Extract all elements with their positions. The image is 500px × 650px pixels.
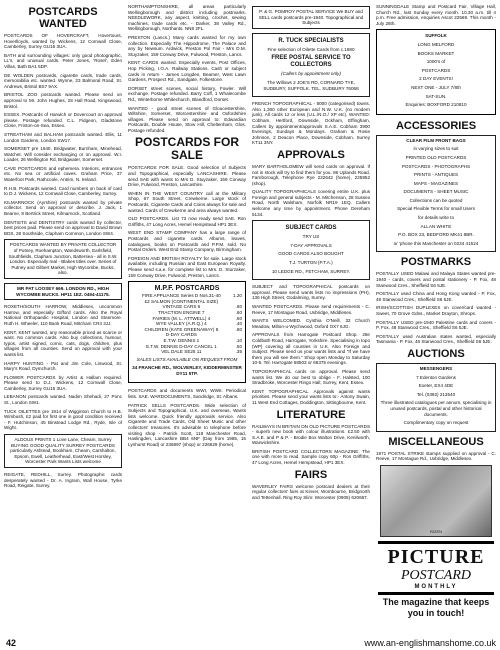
website-url: www.an-englishmanshome.co.uk <box>364 638 496 648</box>
ad-box-pomroy: P. & G. POMROY POSTAL SERVICE We BUY and SELL cards postcards pre-1940. Topographical and Subjects <box>252 6 370 29</box>
price-item: E.T.W. DENNIS D-DAY CANCEL 1 <box>146 343 217 349</box>
classified-ad: 1971 POSTAL STRIKE stamps supplied on approval - C. Reeve, 17 Montague Rd., Uxbridge, Middlesex. <box>376 450 496 462</box>
classified-ad: KILMARNOCK (Ayrshire) postcards wanted by private collector. Send on approval or describe. J. Jack, 1 Bearne, 8 Bertrick Street, Kilmarnock, Scotland. <box>4 199 122 217</box>
box-line: in varying sizes to suit <box>413 146 459 152</box>
ad-box-long-melford <box>376 29 496 114</box>
price-value: .60 <box>235 309 242 315</box>
ads-list-fairs <box>252 484 370 501</box>
price-value: .10 <box>235 337 242 343</box>
classified-ad: LEBANON postcards wanted. Nadim Shehadi, 27 Ponc St., London SW1. <box>4 394 122 406</box>
classified-ad: APPROVALS from Harrogate Postcard Shop. 28e Coldbath Road, Harrogate, Yorkshire. Specialising in topo (WP) covering all counties in U.K. Also Foreign and Subject. Please send us your wants lists and "If we have them you will see them." Shop open Monday to Saturday 10-5. Tel. Harrogate 58503 or 66375 evenings. <box>252 332 370 366</box>
classified-ad: POSTCARDS and documents WWI, WWII. Periodical lists. SAE. WARDOCUMENTS, Sandridge, St. Albans. <box>128 388 246 400</box>
classified-ad: KENT CARDS wanted. Especially events, Post Offices, Hop Picking, I.O.A. Railway Stations. Cash or subject cards in return - James Longden, Beamer, West Lawn Gardens, Prospect Rd., Sandgate, Folkestone. <box>128 60 246 83</box>
price-value: .50 <box>235 343 242 349</box>
box-line: GOOD CARDS ALSO BOUGHT <box>278 251 344 257</box>
classified-ad: OLD POSTCARDS. List 73 now ready send SAE. Ron Griffiths, 47 Long Acres, Hemel Hempstead HP1 3EX. <box>128 216 246 227</box>
classified-ad: STREATHAM and BALHAM postcards wanted. Ellis, 11 London Gardens, London SW17. <box>4 131 122 143</box>
free-postal-address: The Willows 2 JOE'S RD, CORNARD TYE, SUDBURY, SUFFOLK. TEL. SUDBURY 76068 <box>263 79 359 91</box>
classified-ad: FRENCH TOPOGRAPHICAL - 8000 (categorised) towns. Also 1,300 other European and N.W. U.K. (no modern junk). All cards 12 or less (U.L./N.O./ XP etc). WANTED: Cobham, Hertford, Downside, Ockham, Effingham, Callers by appointment/approvals S.A.E. Cobham 3900 Evenings, Sundays & Mondays. Graham & Rosie Johnson, 2 Deacon Place, Downside, Cobham, Surrey KT11 3NY. <box>252 101 370 146</box>
box-line: Tel. (0392) 213540 <box>416 391 456 397</box>
section-heading-postmarks: POSTMARKS <box>400 256 472 269</box>
box-line: SUFFOLK <box>425 33 447 39</box>
box-line: Exeter, EX4 4DE <box>418 383 454 389</box>
ads-list-wanted <box>4 33 122 236</box>
classified-ad: QUALITY TOPOGRAPHICALS covering entire U.K. plus Foreign and general subjects - M. Mitchenson, 28 Sussex Road, North Walsham, Norfolk NR19 1EQ. Callers welcome any time by appointment. Phone Dereham 5134. <box>252 189 370 217</box>
classified-ad: WHEN IN THE WEST COUNTRY call at the Military Shop, 67 South Street, Crewkerne. Large stock of Postcards, Cigarette Cards and Coins always for sale and wanted. Cards of Crewkerne and area always wanted. <box>128 190 246 213</box>
box-line: MAPS - MAGAZINES <box>413 180 459 186</box>
classified-ad: SOMERSET pre 1940. Bridgwater, Burnham, Minehead, Watchet. Will consider exchanging or on approval. W.I. Loader, 26 Wellington Rd, Bridgwater, Somerset. <box>4 146 122 163</box>
classified-ad: BATH and surrounding villages: only good photographic, LL's, and unusual cards. Peter Jones, 'Rosel', Eden Villas, Bath BA1 5DP. <box>4 52 122 69</box>
ads-list-approvals <box>252 164 370 217</box>
box-line: NEXT ONE - JULY 7/8th <box>411 84 461 90</box>
classified-ad: SUBJECT and TOPOGRAPHICAL postcards on approval. Please send wants lists no impressions (PH), 136 High Street, Godalming, Surrey. <box>252 284 370 301</box>
box-line: Complimentary copy on request <box>403 420 469 426</box>
ad-box-tuck-specialists <box>252 33 370 97</box>
price-item: CHILDREN (KATE GREENAWAY) 8 <box>144 326 219 332</box>
classified-ad: NORTHAMPTONSHIRE, all areas particularly Wellingborough and district including postmarks. NEEDLEWORK, any aspect, knitting, crochet, sewing machines, trade cards etc. - Darker, 38 Valley Rd., Wellingborough, Northants. NN8 2FL. <box>128 4 246 32</box>
box-line: P.O. BOX 23, BEDFORD MK41 8BR. <box>398 232 474 238</box>
logo-word-monthly: MONTHLY <box>414 583 458 590</box>
classified-ad: DORSET street scenes, social history, Fowler. Will exchange. Postage refunded. Barry Coff, 1 Whalecombe Rd., Winterborne Whitechurch, Blandford, Dorset. <box>128 85 246 102</box>
price-list-note: SALES LISTS AVAILABLE ON REQUEST FROM <box>136 356 238 362</box>
price-value: .80 <box>235 326 242 332</box>
box-line: or 'phone this Manchester on 0234 41524 <box>393 240 479 246</box>
classified-ad: WAVERLEY FAIRS welcome postcard dealers at their regular collectors' fairs at Kinver, Wombourne, Bridgnorth and Tettenhall. Ring Roy Slim: Worcester (0905) 620667. <box>252 483 370 500</box>
classified-ad: KENT TOPOGRAPHICAL. Approvals against wants priorities. Please send your wants lists to:- Antony Swain, 11 West End Cottages, Doddington, Sittingbourne, Kent. <box>252 388 370 405</box>
classified-ad: BRITISH POSTCARD COLLECTORS MAGAZINE. The one with more to read. Sample copy 60p - Ron Griffiths, 47 Long Acres, Hemel Hempstead, HP1 3EX. <box>252 448 370 466</box>
price-item: £2 SALMON (CONTINENTAL SIZE) <box>144 298 219 304</box>
box-line: for details write to <box>418 215 454 221</box>
classified-ad: WEST END STAMP COMPANY has a large range of Postcards and cigarette cards. Albums, leaves, catalogues, books on Postcards and P.P.M. sold. No Postal Orders. West End Stamp Company, Birmingham. <box>128 230 246 253</box>
box-line: 7 Edenton Gardens <box>416 374 456 380</box>
classified-ad: PATRICK SELLS POSTCARDS. Wide selection of Subjects and Topographical, U.K. and overseas. Wants lists welcome. Quick friendly approvals service. Also Cigarette and Trade Cards, Old Sheet Music and other collectors' treasures. It's advisable to telephone before visiting shop - Patrick Scott, 118 Manchester Road, Haslingden, Lancashire BB4 6NF (Day from 1985, 15 Lynhurst Road) or 236897 (shop) or 226629 (home). <box>128 402 246 447</box>
photo-caption: RIZEN <box>430 528 442 534</box>
ad-box-film-bags <box>376 135 496 253</box>
classified-ad: SUNNINGDALE Stamp and Postcard Fair, Village Hall, Church Rd., last Sunday every month. 10.30 a.m. till 4 p.m. Free admission, enquiries Ascot 22569. This month - July 28th. <box>376 4 496 26</box>
section-heading-postcards-wanted: POSTCARDS WANTED <box>28 6 98 30</box>
box-line: 1000's of <box>426 59 446 65</box>
ads-list-literature <box>252 424 370 466</box>
page-number: 42 <box>6 638 17 648</box>
section-heading-auctions: AUCTIONS <box>407 347 465 360</box>
price-list-box <box>128 281 246 383</box>
tuck-text: Fine selection of Oilette Cards from c.1880 <box>267 46 355 52</box>
ads-list-wanted-col2 <box>128 4 246 133</box>
box-line: LONG MELFORD <box>417 41 455 47</box>
box-line: TRY US <box>302 234 320 240</box>
section-heading-postcards-for-sale: POSTCARDS FOR SALE <box>134 135 239 163</box>
price-value: .35 <box>235 349 242 355</box>
box-line: PRINTED OLD POSTCARDS <box>405 154 467 160</box>
classified-ad: KENT. KENT wanted, any reasonable priced as scarce or want. No common cards. Also buy collections, humour, typos, artist signed, comic, cats, dogs, children, plus villages from all counties. Send on approval with your wants list. <box>4 329 122 357</box>
section-heading-approvals: APPROVALS <box>277 148 345 161</box>
classified-ad: POSTALLY used Australian states wanted, especially Tasmania - P. Fox, 48 Stanwood Cres., Sheffield S6 5JE. <box>376 333 496 345</box>
classified-ad: FLOWER POSTCARDS by Artist & Hallam required. Please send to D.J. Wickens, 12 Cornwall Close, Camberley, Surrey GU15 3UA. <box>4 374 122 391</box>
box-line: MESSENGERS <box>419 365 453 371</box>
box-line: BOOKS MARKET <box>417 50 455 56</box>
column-2 <box>128 4 246 450</box>
classified-ad: POSTALLY USED pre-1940 Palestine cards and covers - P. Fox, 48 Stanwood Cres., Sheffield S6 5JE. <box>376 319 496 331</box>
box-line: Three illustrated catalogues per annum, specialising in unused postcards, postal and other historical documents. <box>380 400 492 417</box>
price-list-table <box>132 293 242 355</box>
classified-ad: POSTALLY used China and Hong Kong wanted - P. Fox, 48 Stanwood Cres., Sheffield S6 5JE. <box>376 291 496 302</box>
classified-ad: CAVE POSTCARDS and ephemera. Interiors, entrances etc. No sea or artificial caves. Graham Price, 37 Waterfoot Park, Rathcoole, Antrim, N. Ireland. <box>4 165 122 183</box>
box-line: ALLAN WHITE <box>420 223 452 229</box>
classified-ad: DENTISTS and DENTISTRY cards wanted by collector, best prices paid. Please send on approval to David Brown BDS, 28 Southside, Clapham Common, London SW4. <box>4 219 122 236</box>
ad-box-subject-cards <box>252 220 370 280</box>
price-item: E.T.W. DENNIS 1 <box>163 337 200 343</box>
classified-ad: PRESTON (Lancs.) Many cards wanted for my own collection. Especially The Hippodrome, The Palace and any by Newsum. Ardwick, Preston Pol Fair - Mrs D.M. Stuyzaker, 159 Conway Drive, Fulwood, Preston, Lancs. <box>128 34 246 57</box>
classified-ad: R.H.B. Postcards wanted. Card numbers on back of card to D.J. Wickens, 12 Cornwall Close, Camberley, Surrey. <box>4 185 122 197</box>
classified-ad: IRISH/SCOTTISH DUPLEXES on cover/card wanted - Sweet, 70 Grove Gdns., Market Drayton, Shrops. <box>376 305 496 316</box>
box-line: POSTCARDS <box>421 67 451 73</box>
ad-box-aldous-prints: ALDOUS PRINTS 1 Love Lane, Cheam, Surrey BUYING GOOD QUALITY SURREY POSTCARDS particularly Ashtead, Bookham, Cheam, Carshalton, Epsom, Ewell, Leatherhead, East/West Horsley, Worcester Park Wants Lists welcome <box>4 434 122 468</box>
section-heading-accessories: ACCESSORIES <box>395 119 477 132</box>
section-heading-miscellaneous: MISCELLANEOUS <box>388 435 484 448</box>
classified-ad: ROXETH/SOUTH HARROW, Middlesex, uncommon Harrow, and especially Gifford cards. Also the Royal National Orthopaedic Hospital, London and Stanmore. Ruth H. Wheeler, 110 Bank Road, Mitcham CR4 3JJ. <box>4 304 122 326</box>
ad-box-pat-loosey: MR PAT LOOSEY 669. LONDON RD., HIGH WYCOMBE BUCKS. HP11 1EZ. 0494-41175. <box>4 283 122 300</box>
subject-cards-title: SUBJECT CARDS <box>285 225 337 232</box>
classified-ad: WANTS WELCOMED. Cynthia O'Neill, 32 Church Meadow, Milton-u-Wychwood, Oxford OX7 6JG. <box>252 318 370 329</box>
classified-ad: RAILWAYS IN BRITAIN ON OLD PICTURE POSTCARDS - superb new book with colour illustrations. £2.50 with S.A.E. and P & P. - Brodie Box Walton Drive, Kenilworth, Warwickshire. <box>252 423 371 446</box>
classified-ad: POSTCARDS OF HOVERCRAFT, Hovertours, Hoverlloyds, wanted by Wickens, 12 Cornwall Close, Camberley, Surrey GU15 3UA. <box>4 33 122 50</box>
classified-ad: MARY BARTHOLOMEW will send cards on approval. If not in stock will try to find them for you. 86 Uplands Road, Farnborough, Telephone Rye 222642 (home), 225952 (shop). <box>252 163 370 186</box>
price-value: .60 <box>235 315 242 321</box>
column-4 <box>376 4 496 621</box>
box-line: POSTCARDS - PHOTOGRAPHS <box>401 163 471 169</box>
classified-ad: DE WOLDEN postcards, cigarette cards, trade cards, memorabilia etc. wanted. Wynne, 23 Balmoral Road, St. Andrews, Bristol BS7 9AX. <box>4 72 122 89</box>
price-value: .40 <box>235 321 242 327</box>
ads-list-topographical <box>252 101 370 146</box>
classified-ad: TUCK OILETTES pre 1914 of Wigginton Church to H.B. Wimbush, £2 paid for first one in good condition received - F. Hutchinson, 45 Binstead Lodge Rd., Ryde, Isle of Wight. <box>4 408 122 431</box>
box-line: 10 LEDGE RD., FETCHAM, SURREY. <box>271 268 351 274</box>
ads-list-postmarks <box>376 271 496 345</box>
classified-ad: ESSEX. Postcards of Harwich or Dovercourt on approval please. Postage refunded. C.L. Fidgeon, Gladstone Close, Frinton-on-Sea, Essex. <box>4 112 122 129</box>
box-line: SAT-SUN. <box>425 93 447 99</box>
price-item: WYE VALLEY (A.R.Q.) 4 <box>156 321 207 327</box>
classified-ad: TOPOGRAPHICAL cards on approval. Please send wants list. We do our best to oblige - F. Halsted, 100 Stradbroke, Worcester Ringo Hall, Surrey, Kent, Essex. <box>252 368 370 386</box>
price-item: FIRE APPLIANCE Series D Nos.31-40 <box>142 293 221 299</box>
classified-ad: POSTCARDS FOR SALE. Good selection of Subjects and Topographical, especially LANCASHIRE. Please send SAE with wants to Mrs D. Stuyzaker, 159 Conway Drive, Fulwood, Preston, Lancashire. <box>128 165 246 188</box>
box-line: Special Flexible Terms for small Users <box>397 206 475 212</box>
ads-list-fair-notice <box>376 4 496 26</box>
column-3 <box>252 4 370 503</box>
classified-ad: BRISTOL ZOO postcards wanted. Please send on approval to Mr. John Hughes, 28 Hall Road, Kingswood, Bristol. <box>4 92 122 109</box>
ads-list-approvals-2 <box>252 284 370 405</box>
box-line: T.J. TURTON (P.T.A.) <box>289 260 333 266</box>
price-item: FAIRIES (M. L. ATTWELL) 4 <box>152 315 211 321</box>
column-1 <box>4 4 122 492</box>
picture-postcard-monthly-logo <box>378 541 494 595</box>
classified-ad: POSTALLY USED Malawi and Malaya States wanted pre-1940 - cards, covers and postal stationery - P. Fox, 48 Stanwood Cres., Sheffield S6 5JE. <box>376 271 496 288</box>
price-value: 1.20 <box>233 293 242 299</box>
box-line: Enquiries: BOXFORD 210810 <box>405 102 467 108</box>
ads-list-miscellaneous <box>376 451 496 462</box>
price-item: VEL DALE SE25 11 <box>161 349 202 355</box>
ads-list-for-sale-2 <box>128 388 246 447</box>
box-line: DOCUMENTS - SHEET MUSIC <box>403 189 469 195</box>
price-list-address: 34 FRANCHE RD., WOLVERLEY, KIDDERMINSTER DY11 5TP. <box>132 365 242 376</box>
section-heading-literature: LITERATURE <box>276 408 346 421</box>
ads-list-wanted-3 <box>4 472 122 489</box>
price-value: .60 <box>235 304 242 310</box>
ad-box-private-collector: POSTCARDS WANTED BY PRIVATE COLLECTOR of Putney, Roehampton, Wandsworth, Earlsfield, Southfields, Clapham Junction, Battersea - all in S.W. London. Especially real - Blakes titles over. Series of Putney and Gilbert Market, High Wycombe, Bucks, also. <box>4 239 122 279</box>
magazine-tagline: The magazine that keeps you in touch! <box>382 596 490 618</box>
price-item: TRACTION ENGINE 7 <box>158 309 205 315</box>
free-postal-text: (Callers by appointment only) <box>281 71 341 77</box>
box-line: CLEAR FILM FRONT BAGS <box>406 137 466 143</box>
box-line: 2 DAY EVENTS! <box>419 76 453 82</box>
postcard-photo <box>380 465 492 537</box>
free-postal-title: FREE POSTAL SERVICE TO COLLECTORS <box>271 55 351 69</box>
logo-word-postcard: POSTCARD <box>401 567 471 583</box>
tuck-title: R. TUCK SPECIALISTS <box>278 37 344 44</box>
logo-word-picture: PICTURE <box>387 545 485 568</box>
ads-list-wanted-2 <box>4 304 122 431</box>
box-line: PRINTS - ANTIQUES <box>413 172 459 178</box>
classified-ad: HARPY HUNTING - Pat and Jim Cole, Linwood, St. Mary's Road, Dymchurch. <box>4 360 122 372</box>
price-list-title: M.P.F. POSTCARDS <box>154 285 220 293</box>
classified-ad: WANTED POSTCARDS. Please send requirements - C. Reeve, 17 Montague Road, Uxbridge, Middlesex. <box>252 304 370 315</box>
box-line: 7-DAY APPROVALS <box>290 242 332 248</box>
section-heading-fairs: FAIRS <box>294 468 328 481</box>
ads-list-for-sale <box>128 165 246 278</box>
price-row <box>132 349 242 355</box>
price-item: D-DAY CARDS <box>165 332 197 338</box>
classified-ad: REIGATE, REDHILL, Surrey. Photographic cards desperately wanted - Dr. A. Ingram, Wall House, Tyrke Road, Reigate, Surrey. <box>4 472 122 489</box>
ad-box-messengers <box>376 363 496 432</box>
classified-ad: FOREIGN AND BRITISH ROYALTY for sale. Large stock available, including Russian and East European Royalty. Please send s.a.e. for complete list to Mrs. D. Sturzaker, 159 Conway Drive, Fulwood, Preston, Lancs. <box>128 255 246 278</box>
box-line: Collections can be quoted <box>409 197 463 203</box>
price-item: VINTAGE CARS 6 <box>162 304 201 310</box>
classified-ad: WANTED - good street scenes of Gloucestershire, Wiltshire, Somerset, Worcestershire and Oxfordshire villages. Please send on approval to: Edwardian Postcards, Double House, Stow Hill, Cheltenham, Glos. Postage refunded. <box>128 105 246 133</box>
